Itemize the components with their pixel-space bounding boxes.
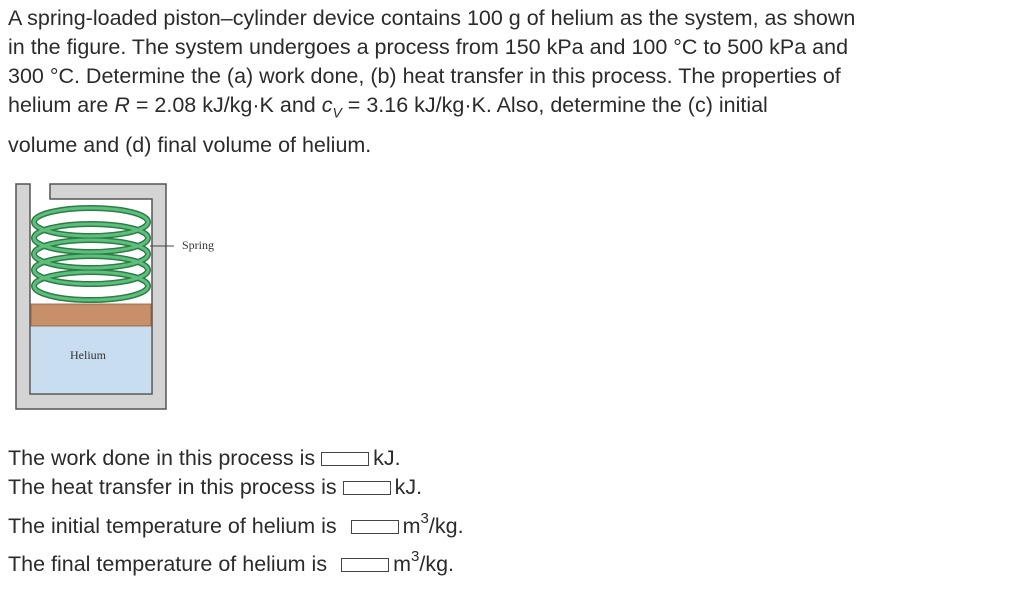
initial-unit-tail: /kg. xyxy=(428,514,464,539)
piston xyxy=(31,304,151,326)
problem-line-4-text-d: = 3.16 kJ/kg·K. Also, determine the (c) initial xyxy=(341,93,768,117)
final-unit-base: m xyxy=(393,552,411,577)
answer-row-initial xyxy=(8,512,464,539)
helium-label: Helium xyxy=(70,348,106,362)
final-answer-input[interactable] xyxy=(341,558,389,572)
piston-cylinder-figure xyxy=(14,182,174,414)
initial-unit-sup: 3 xyxy=(420,510,429,527)
heat-unit: kJ. xyxy=(394,475,423,499)
problem-line-4-text-b: = 2.08 kJ/kg·K and xyxy=(129,93,322,117)
answer-row-final xyxy=(8,550,454,577)
final-unit-tail: /kg. xyxy=(419,552,454,577)
work-answer-input[interactable] xyxy=(321,452,369,466)
answer-row-work xyxy=(8,446,401,471)
variable-c: c xyxy=(321,93,333,117)
variable-R: R xyxy=(114,93,130,117)
problem-line-3: 300 °C. Determine the (a) work done, (b) heat transfer in this process. The properties of xyxy=(8,64,841,88)
problem-line-4-text-a: helium are xyxy=(8,93,115,117)
heat-prompt: The heat transfer in this process is xyxy=(8,475,337,499)
heat-answer-input[interactable] xyxy=(343,481,391,495)
initial-unit xyxy=(402,510,464,539)
problem-statement xyxy=(8,4,1013,160)
spring-coil xyxy=(34,208,148,300)
spring-label: Spring xyxy=(182,238,215,252)
problem-line-2: in the figure. The system undergoes a process from 150 kPa and 100 °C to 500 kPa and xyxy=(8,35,849,59)
problem-line-1: A spring-loaded piston–cylinder device contains 100 g of helium as the system, as shown xyxy=(8,6,856,30)
final-prompt: The final temperature of helium is xyxy=(8,552,328,577)
initial-answer-input[interactable] xyxy=(351,520,399,534)
answer-row-heat xyxy=(8,475,422,500)
initial-unit-base: m xyxy=(402,514,421,539)
work-prompt: The work done in this process is xyxy=(8,446,316,470)
final-unit-sup: 3 xyxy=(411,548,420,565)
problem-line-5: volume and (d) final volume of helium. xyxy=(8,133,372,158)
initial-prompt: The initial temperature of helium is xyxy=(8,514,337,539)
problem-line-4 xyxy=(8,91,1013,127)
work-unit: kJ. xyxy=(373,446,401,470)
final-unit xyxy=(393,548,454,577)
variable-c-subscript: V xyxy=(332,104,342,121)
